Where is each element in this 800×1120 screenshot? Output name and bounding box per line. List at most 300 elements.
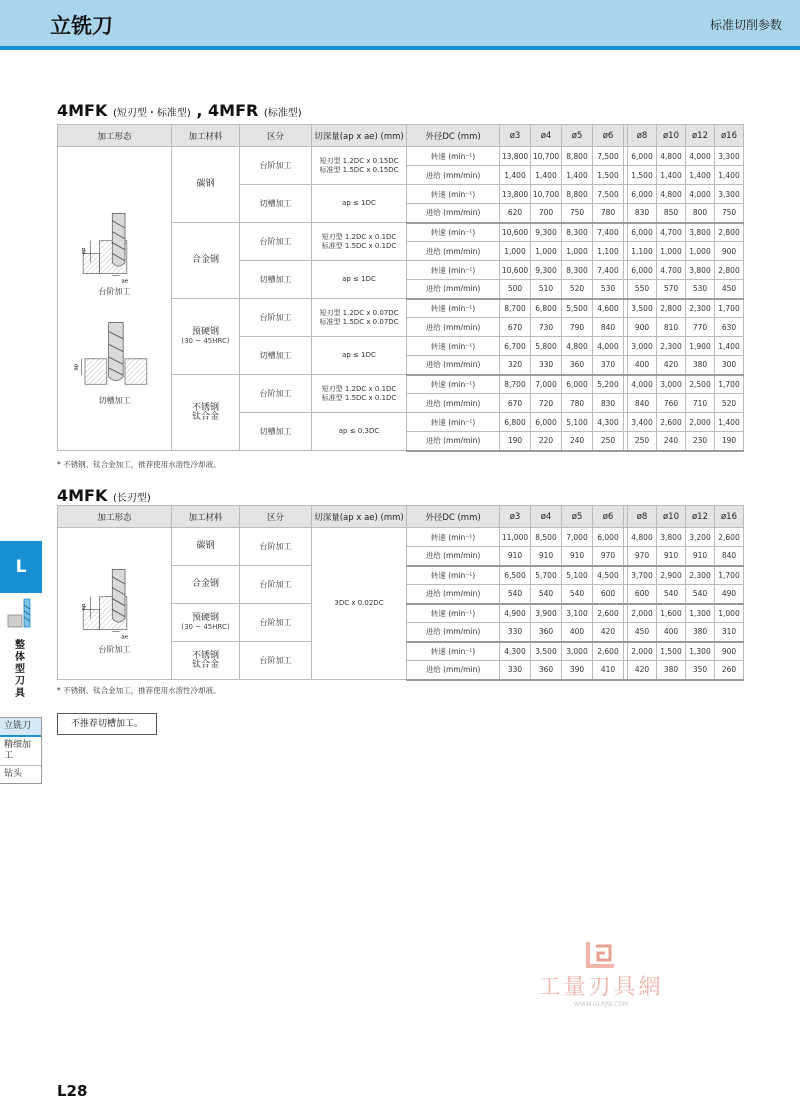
speed-value: 6,000 — [562, 375, 593, 394]
speed-value: 6,000 — [593, 528, 624, 547]
speed-value: 2,600 — [657, 413, 686, 432]
feed-value: 710 — [686, 394, 715, 413]
speed-value: 3,000 — [657, 375, 686, 394]
machining-type: 切槽加工 — [240, 413, 312, 451]
col-header-diameter: ø12 — [686, 506, 715, 528]
feed-label: 进给 (mm/min) — [407, 318, 500, 337]
material-cell — [172, 299, 240, 375]
feed-value: 360 — [562, 356, 593, 375]
feed-value: 1,000 — [657, 242, 686, 261]
speed-value: 8,700 — [500, 299, 531, 318]
feed-value: 190 — [500, 432, 531, 451]
feed-value: 530 — [593, 280, 624, 299]
speed-value: 8,500 — [531, 528, 562, 547]
cutting-depth — [312, 223, 407, 261]
speed-value: 4,300 — [500, 642, 531, 661]
speed-label: 转速 (min⁻¹) — [407, 413, 500, 432]
feed-value: 670 — [500, 394, 531, 413]
speed-value: 2,000 — [686, 413, 715, 432]
ap-label: ap — [80, 603, 87, 611]
feed-value: 780 — [562, 394, 593, 413]
speed-value: 2,600 — [715, 528, 744, 547]
col-header-diameter: ø6 — [593, 506, 624, 528]
cutting-depth-line: 短刃型 1.2DC x 0.1DC — [321, 232, 397, 241]
feed-value: 380 — [657, 661, 686, 680]
machining-type: 切槽加工 — [240, 261, 312, 299]
illustration-stack — [58, 193, 171, 405]
material-cell — [172, 528, 240, 566]
feed-value: 1,000 — [686, 242, 715, 261]
slot-machining-label: 切槽加工 — [98, 395, 131, 405]
speed-value: 4,500 — [593, 566, 624, 585]
speed-value: 3,300 — [715, 147, 744, 166]
speed-value: 11,000 — [500, 528, 531, 547]
feed-value: 840 — [628, 394, 657, 413]
cutting-table-1 — [57, 124, 744, 452]
speed-value: 5,100 — [562, 566, 593, 585]
feed-value: 540 — [562, 585, 593, 604]
illustration-cell — [58, 528, 172, 680]
speed-value: 900 — [715, 642, 744, 661]
speed-value: 1,600 — [657, 604, 686, 623]
feed-value: 750 — [715, 204, 744, 223]
speed-value: 6,000 — [531, 413, 562, 432]
section2-title-main: 4MFK — [57, 486, 108, 505]
feed-value: 630 — [715, 318, 744, 337]
feed-value: 540 — [531, 585, 562, 604]
section1-note: * 不锈钢、钛合金加工，推荐使用水溶性冷却液。 — [57, 460, 221, 469]
speed-value: 3,900 — [531, 604, 562, 623]
col-header-dc: 外径DC (mm) — [407, 506, 500, 528]
col-header-diameter: ø10 — [657, 506, 686, 528]
speed-value: 4,800 — [562, 337, 593, 356]
section-caption: 标准切削参数 — [709, 18, 782, 32]
speed-value: 10,700 — [531, 147, 562, 166]
feed-value: 1,000 — [562, 242, 593, 261]
feed-value: 910 — [657, 547, 686, 566]
cutting-depth-line: ap ≤ 1DC — [342, 275, 376, 283]
col-header-diameter: ø10 — [657, 125, 686, 147]
speed-value: 2,300 — [686, 299, 715, 318]
feed-value: 910 — [562, 547, 593, 566]
speed-value: 5,800 — [531, 337, 562, 356]
col-header-kind: 区分 — [240, 506, 312, 528]
section1-title-main2: , 4MFR — [196, 101, 259, 120]
cutting-depth-line: ap ≤ 1DC — [342, 199, 376, 207]
feed-value: 810 — [657, 318, 686, 337]
feed-value: 1,500 — [593, 166, 624, 185]
speed-value: 5,700 — [531, 566, 562, 585]
feed-value: 380 — [686, 623, 715, 642]
speed-value: 2,800 — [715, 261, 744, 280]
sidebar-vertical-label: 整体型刀具 — [15, 640, 25, 699]
speed-value: 8,300 — [562, 223, 593, 242]
long-step-machining-figure — [65, 567, 165, 641]
chapter-letter-tab[interactable]: L — [0, 541, 42, 593]
machining-type: 台阶加工 — [240, 528, 312, 566]
speed-value: 4,800 — [628, 528, 657, 547]
cutting-depth-line: 标准型 1.5DC x 0.07DC — [319, 317, 399, 326]
speed-value: 3,200 — [686, 528, 715, 547]
speed-value: 13,800 — [500, 147, 531, 166]
material-cell — [172, 604, 240, 642]
cutting-depth — [312, 413, 407, 451]
ap-label: ap — [80, 247, 87, 254]
speed-value: 1,300 — [686, 604, 715, 623]
end-mill-icon — [4, 597, 38, 631]
speed-value: 6,800 — [500, 413, 531, 432]
material-cell — [172, 223, 240, 299]
cutting-depth — [312, 147, 407, 185]
feed-value: 850 — [657, 204, 686, 223]
feed-value: 370 — [593, 356, 624, 375]
feed-label: 进给 (mm/min) — [407, 356, 500, 375]
feed-value: 760 — [657, 394, 686, 413]
feed-value: 900 — [715, 242, 744, 261]
speed-value: 6,000 — [628, 223, 657, 242]
section1-title-main1: 4MFK — [57, 101, 108, 120]
col-header-depth: 切深量(ap x ae) (mm) — [312, 506, 407, 528]
watermark-url: WWW.GLRJW.COM — [573, 1001, 629, 1008]
feed-value: 830 — [593, 394, 624, 413]
feed-value: 420 — [628, 661, 657, 680]
speed-value: 3,000 — [562, 642, 593, 661]
material-cell — [172, 566, 240, 604]
feed-value: 190 — [715, 432, 744, 451]
speed-value: 7,400 — [593, 223, 624, 242]
feed-value: 310 — [715, 623, 744, 642]
feed-value: 1,000 — [500, 242, 531, 261]
feed-value: 730 — [531, 318, 562, 337]
col-header-diameter: ø6 — [593, 125, 624, 147]
col-header-diameter: ø16 — [715, 125, 744, 147]
feed-value: 400 — [628, 356, 657, 375]
speed-value: 1,400 — [715, 337, 744, 356]
speed-value: 2,000 — [628, 642, 657, 661]
feed-value: 570 — [657, 280, 686, 299]
feed-value: 300 — [715, 356, 744, 375]
feed-value: 240 — [657, 432, 686, 451]
feed-value: 800 — [686, 204, 715, 223]
speed-value: 4,000 — [686, 147, 715, 166]
speed-value: 6,500 — [500, 566, 531, 585]
table-row — [58, 528, 744, 547]
sidebar-tabs — [0, 717, 42, 784]
speed-value: 7,400 — [593, 261, 624, 280]
speed-value: 7,000 — [562, 528, 593, 547]
feed-value: 500 — [500, 280, 531, 299]
col-header-diameter: ø4 — [531, 125, 562, 147]
material-name: 碳钢 — [196, 541, 215, 551]
feed-value: 330 — [500, 623, 531, 642]
slot-machining-figure — [65, 320, 165, 394]
feed-value: 1,400 — [562, 166, 593, 185]
sidebar-tab-fine-machining[interactable]: 精细加工 — [0, 737, 41, 766]
cutting-depth: 3DC x 0.02DC — [312, 528, 407, 680]
speed-value: 5,200 — [593, 375, 624, 394]
machining-type: 台阶加工 — [240, 604, 312, 642]
feed-value: 520 — [562, 280, 593, 299]
material-name-2: 钛合金 — [191, 411, 219, 422]
speed-value: 2,800 — [715, 223, 744, 242]
feed-label: 进给 (mm/min) — [407, 204, 500, 223]
feed-value: 540 — [657, 585, 686, 604]
feed-value: 1,000 — [531, 242, 562, 261]
speed-label: 转速 (min⁻¹) — [407, 185, 500, 204]
machining-type: 切槽加工 — [240, 185, 312, 223]
feed-label: 进给 (mm/min) — [407, 280, 500, 299]
cutting-depth-line: 短刃型 1.2DC x 0.07DC — [319, 308, 399, 317]
speed-value: 8,300 — [562, 261, 593, 280]
col-header-material: 加工材料 — [172, 125, 240, 147]
feed-value: 450 — [628, 623, 657, 642]
machining-type: 切槽加工 — [240, 337, 312, 375]
feed-value: 250 — [593, 432, 624, 451]
cutting-depth — [312, 185, 407, 223]
feed-value: 600 — [628, 585, 657, 604]
col-header-diameter: ø8 — [628, 125, 657, 147]
cutting-depth — [312, 337, 407, 375]
feed-value: 700 — [531, 204, 562, 223]
speed-value: 4,800 — [657, 185, 686, 204]
speed-value: 3,300 — [715, 185, 744, 204]
material-name: 合金钢 — [191, 579, 219, 589]
feed-value: 420 — [657, 356, 686, 375]
speed-value: 6,000 — [628, 261, 657, 280]
feed-value: 220 — [531, 432, 562, 451]
feed-value: 1,100 — [628, 242, 657, 261]
feed-value: 390 — [562, 661, 593, 680]
speed-value: 1,500 — [657, 642, 686, 661]
col-header-form: 加工形态 — [58, 125, 172, 147]
speed-value: 9,300 — [531, 223, 562, 242]
speed-value: 2,600 — [593, 642, 624, 661]
page-title: 立铣刀 — [50, 14, 113, 38]
cutting-table-2 — [57, 505, 744, 681]
feed-value: 790 — [562, 318, 593, 337]
feed-label: 进给 (mm/min) — [407, 547, 500, 566]
feed-value: 600 — [593, 585, 624, 604]
cutting-depth — [312, 375, 407, 413]
speed-value: 10,600 — [500, 223, 531, 242]
col-header-depth: 切深量(ap x ae) (mm) — [312, 125, 407, 147]
col-header-diameter: ø16 — [715, 506, 744, 528]
speed-value: 7,000 — [531, 375, 562, 394]
feed-value: 250 — [628, 432, 657, 451]
section2-note: * 不锈钢、钛合金加工，推荐使用水溶性冷却液。 — [57, 686, 221, 695]
speed-value: 4,700 — [657, 261, 686, 280]
speed-value: 3,000 — [628, 337, 657, 356]
section2-title-sub: (长刃型) — [112, 493, 151, 504]
speed-value: 3,800 — [686, 261, 715, 280]
feed-value: 830 — [628, 204, 657, 223]
feed-value: 720 — [531, 394, 562, 413]
col-header-diameter: ø3 — [500, 125, 531, 147]
feed-value: 1,400 — [500, 166, 531, 185]
material-cell — [172, 642, 240, 680]
feed-value: 510 — [531, 280, 562, 299]
speed-value: 2,000 — [628, 604, 657, 623]
speed-value: 2,600 — [593, 604, 624, 623]
speed-label: 转速 (min⁻¹) — [407, 375, 500, 394]
material-cell — [172, 375, 240, 451]
feed-value: 1,400 — [715, 166, 744, 185]
speed-label: 转速 (min⁻¹) — [407, 337, 500, 356]
feed-value: 330 — [531, 356, 562, 375]
col-header-material: 加工材料 — [172, 506, 240, 528]
feed-label: 进给 (mm/min) — [407, 166, 500, 185]
speed-value: 4,300 — [593, 413, 624, 432]
illustration-cell — [58, 147, 172, 451]
feed-value: 520 — [715, 394, 744, 413]
header-bar — [0, 0, 800, 50]
watermark-logo-icon — [584, 940, 618, 968]
feed-label: 进给 (mm/min) — [407, 623, 500, 642]
speed-label: 转速 (min⁻¹) — [407, 566, 500, 585]
section1-title — [57, 101, 302, 120]
sidebar-tab-end-mill[interactable]: 立铣刀 — [0, 718, 41, 737]
feed-value: 530 — [686, 280, 715, 299]
speed-value: 9,300 — [531, 261, 562, 280]
col-header-diameter: ø12 — [686, 125, 715, 147]
page-number: L28 — [57, 1082, 88, 1100]
feed-value: 400 — [657, 623, 686, 642]
speed-value: 2,800 — [657, 299, 686, 318]
speed-value: 6,700 — [500, 337, 531, 356]
watermark-text: 工量刃具網 — [538, 975, 664, 1000]
speed-value: 5,500 — [562, 299, 593, 318]
speed-value: 2,300 — [657, 337, 686, 356]
material-name: 合金钢 — [191, 255, 219, 265]
speed-value: 3,800 — [657, 528, 686, 547]
speed-value: 1,000 — [715, 604, 744, 623]
feed-value: 840 — [593, 318, 624, 337]
cutting-depth-line: 标准型 1.5DC x 0.15DC — [319, 165, 399, 174]
speed-value: 4,000 — [628, 375, 657, 394]
material-name: 碳钢 — [196, 179, 215, 189]
speed-value: 4,000 — [686, 185, 715, 204]
feed-value: 1,400 — [686, 166, 715, 185]
speed-label: 转速 (min⁻¹) — [407, 261, 500, 280]
sidebar-tab-drill[interactable]: 钻头 — [4, 769, 23, 779]
material-name: 不锈钢 — [191, 402, 219, 413]
step-machining-label: 台阶加工 — [98, 645, 131, 654]
speed-value: 4,800 — [657, 147, 686, 166]
feed-value: 910 — [500, 547, 531, 566]
feed-value: 420 — [593, 623, 624, 642]
cutting-depth-line: 标准型 1.5DC x 0.1DC — [321, 241, 397, 250]
speed-value: 2,300 — [686, 566, 715, 585]
section2-title — [57, 486, 151, 505]
feed-value: 410 — [593, 661, 624, 680]
feed-value: 490 — [715, 585, 744, 604]
feed-value: 620 — [500, 204, 531, 223]
col-header-diameter: ø5 — [562, 125, 593, 147]
speed-value: 1,300 — [686, 642, 715, 661]
speed-value: 1,700 — [715, 299, 744, 318]
speed-value: 8,800 — [562, 147, 593, 166]
speed-label: 转速 (min⁻¹) — [407, 223, 500, 242]
feed-value: 450 — [715, 280, 744, 299]
section1-title-sub2: (标准型) — [263, 108, 302, 119]
feed-value: 780 — [593, 204, 624, 223]
speed-value: 4,900 — [500, 604, 531, 623]
machining-type: 台阶加工 — [240, 375, 312, 413]
feed-value: 330 — [500, 661, 531, 680]
speed-value: 3,500 — [531, 642, 562, 661]
feed-value: 360 — [531, 623, 562, 642]
speed-value: 7,500 — [593, 147, 624, 166]
feed-value: 260 — [715, 661, 744, 680]
ap-label: ap — [73, 363, 80, 371]
feed-value: 350 — [686, 661, 715, 680]
speed-value: 6,800 — [531, 299, 562, 318]
material-hardness: (30 ~ 45HRC) — [181, 622, 230, 631]
feed-value: 970 — [628, 547, 657, 566]
speed-value: 8,800 — [562, 185, 593, 204]
col-header-kind: 区分 — [240, 125, 312, 147]
material-name: 不锈钢 — [191, 650, 219, 661]
illustration-stack — [58, 553, 171, 654]
material-name: 预硬钢 — [191, 612, 219, 623]
col-header-form: 加工形态 — [58, 506, 172, 528]
step-machining-label: 台阶加工 — [98, 286, 131, 296]
cutting-depth-line: ap ≤ 0.3DC — [338, 427, 380, 435]
speed-value: 10,600 — [500, 261, 531, 280]
speed-value: 4,600 — [593, 299, 624, 318]
col-header-diameter: ø8 — [628, 506, 657, 528]
feed-value: 910 — [531, 547, 562, 566]
machining-type: 台阶加工 — [240, 642, 312, 680]
cutting-depth-line: 短刃型 1.2DC x 0.15DC — [319, 156, 399, 165]
feed-label: 进给 (mm/min) — [407, 394, 500, 413]
machining-type: 台阶加工 — [240, 147, 312, 185]
col-header-diameter: ø5 — [562, 506, 593, 528]
speed-value: 3,500 — [628, 299, 657, 318]
speed-value: 5,100 — [562, 413, 593, 432]
speed-value: 1,700 — [715, 566, 744, 585]
cutting-depth-line: ap ≤ 1DC — [342, 351, 376, 359]
material-cell — [172, 147, 240, 223]
feed-value: 380 — [686, 356, 715, 375]
feed-label: 进给 (mm/min) — [407, 585, 500, 604]
col-header-dc: 外径DC (mm) — [407, 125, 500, 147]
feed-label: 进给 (mm/min) — [407, 661, 500, 680]
feed-value: 750 — [562, 204, 593, 223]
speed-value: 3,700 — [628, 566, 657, 585]
machining-type: 台阶加工 — [240, 223, 312, 261]
feed-label: 进给 (mm/min) — [407, 242, 500, 261]
cutting-depth-line: 标准型 1.5DC x 0.1DC — [321, 393, 397, 402]
speed-value: 3,800 — [686, 223, 715, 242]
speed-value: 2,500 — [686, 375, 715, 394]
feed-value: 1,400 — [531, 166, 562, 185]
cutting-depth — [312, 261, 407, 299]
feed-value: 670 — [500, 318, 531, 337]
feed-value: 1,400 — [657, 166, 686, 185]
speed-label: 转速 (min⁻¹) — [407, 528, 500, 547]
col-header-diameter: ø4 — [531, 506, 562, 528]
speed-value: 7,500 — [593, 185, 624, 204]
speed-value: 4,000 — [593, 337, 624, 356]
material-name: 预硬钢 — [191, 326, 219, 337]
speed-value: 1,700 — [715, 375, 744, 394]
machining-type: 台阶加工 — [240, 299, 312, 337]
speed-value: 1,900 — [686, 337, 715, 356]
speed-value: 8,700 — [500, 375, 531, 394]
feed-value: 550 — [628, 280, 657, 299]
speed-label: 转速 (min⁻¹) — [407, 642, 500, 661]
